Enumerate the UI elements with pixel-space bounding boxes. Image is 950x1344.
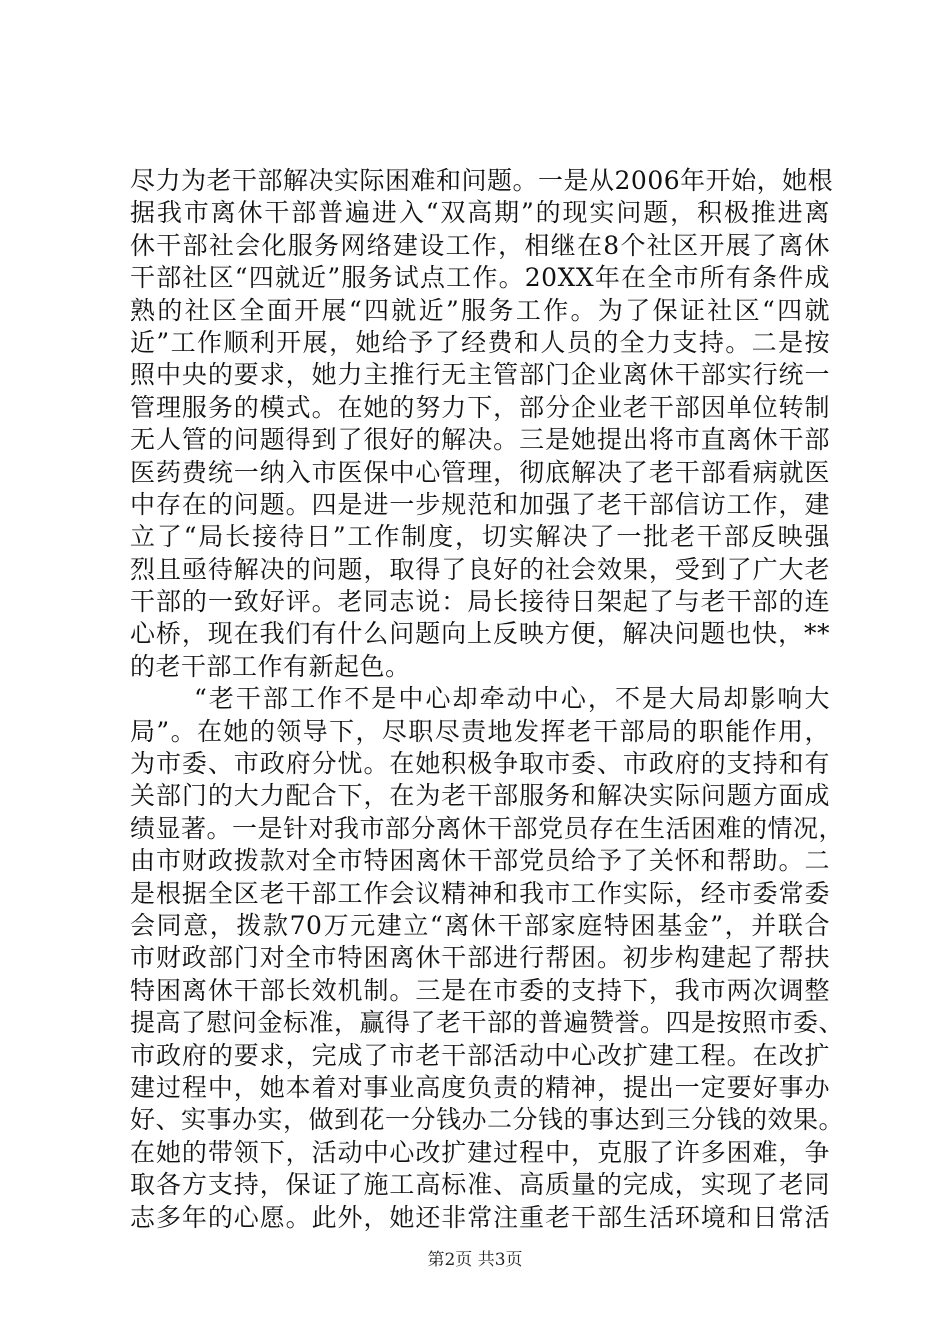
text-line: 市财政部门对全市特困离休干部进行帮困。初步构建起了帮扶 <box>130 943 830 973</box>
text-line: 关部门的大力配合下，在为老干部服务和解决实际问题方面成 <box>130 781 830 811</box>
text-line: 是根据全区老干部工作会议精神和我市工作实际，经市委常委 <box>130 878 830 908</box>
text-line: 志多年的心愿。此外，她还非常注重老干部生活环境和日常活 <box>130 1202 830 1232</box>
text-line: 立了“局长接待日”工作制度，切实解决了一批老干部反映强 <box>130 522 830 552</box>
text-line: 熟的社区全面开展“四就近”服务工作。为了保证社区“四就 <box>130 295 830 325</box>
text-line: 好、实事办实，做到花一分钱办二分钱的事达到三分钱的效果。 <box>130 1105 845 1135</box>
text-line: 近”工作顺利开展，她给予了经费和人员的全力支持。二是按 <box>130 327 830 357</box>
text-line: 尽力为老干部解决实际困难和问题。一是从2006年开始，她根 <box>130 166 834 195</box>
text-line: 在她的带领下，活动中心改扩建过程中，克服了许多困难，争 <box>130 1137 830 1167</box>
text-line: 管理服务的模式。在她的努力下，部分企业老干部因单位转制 <box>130 392 830 422</box>
text-line: 取各方支持，保证了施工高标准、高质量的完成，实现了老同 <box>130 1170 830 1200</box>
page-number: 第2页 共3页 <box>427 1250 523 1270</box>
text-line: 绩显著。一是针对我市部分离休干部党员存在生活困难的情况， <box>130 813 845 843</box>
text-line: 的老干部工作有新起色。 <box>130 651 411 681</box>
text-line: 提高了慰问金标准，赢得了老干部的普遍赞誉。四是按照市委、 <box>130 1008 845 1038</box>
text-line: 建过程中，她本着对事业高度负责的精神，提出一定要好事办 <box>130 1072 830 1102</box>
body-text <box>130 165 845 1234</box>
text-line: 特困离休干部长效机制。三是在市委的支持下，我市两次调整 <box>130 975 830 1005</box>
text-line: 会同意，拨款70万元建立“离休干部家庭特困基金”，并联合 <box>130 910 830 940</box>
paragraph-2 <box>130 683 845 1234</box>
text-line: 局”。在她的领导下，尽职尽责地发挥老干部局的职能作用， <box>130 716 830 746</box>
text-line: 无人管的问题得到了很好的解决。三是她提出将市直离休干部 <box>130 425 830 455</box>
text-line: 烈且亟待解决的问题，取得了良好的社会效果，受到了广大老 <box>130 554 830 584</box>
text-line: “老干部工作不是中心却牵动中心，不是大局却影响大 <box>194 684 830 714</box>
text-line: 由市财政拨款对全市特困离休干部党员给予了关怀和帮助。二 <box>130 846 830 876</box>
text-line: 中存在的问题。四是进一步规范和加强了老干部信访工作，建 <box>130 489 830 519</box>
text-line: 照中央的要求，她力主推行无主管部门企业离休干部实行统一 <box>130 360 830 390</box>
text-line: 市政府的要求，完成了市老干部活动中心改扩建工程。在改扩 <box>130 1040 830 1070</box>
text-line: 据我市离休干部普遍进入“双高期”的现实问题，积极推进离 <box>130 198 830 228</box>
text-line: 干部的一致好评。老同志说：局长接待日架起了与老干部的连 <box>130 587 830 617</box>
text-line: 医药费统一纳入市医保中心管理，彻底解决了老干部看病就医 <box>130 457 830 487</box>
paragraph-1 <box>130 165 834 683</box>
text-line: 休干部社会化服务网络建设工作，相继在8个社区开展了离休 <box>130 230 830 260</box>
text-line: 干部社区“四就近”服务试点工作。20XX年在全市所有条件成 <box>130 263 830 293</box>
text-line: 为市委、市政府分忧。在她积极争取市委、市政府的支持和有 <box>130 749 830 779</box>
text-line: 心桥，现在我们有什么问题向上反映方便，解决问题也快，** <box>130 619 830 649</box>
